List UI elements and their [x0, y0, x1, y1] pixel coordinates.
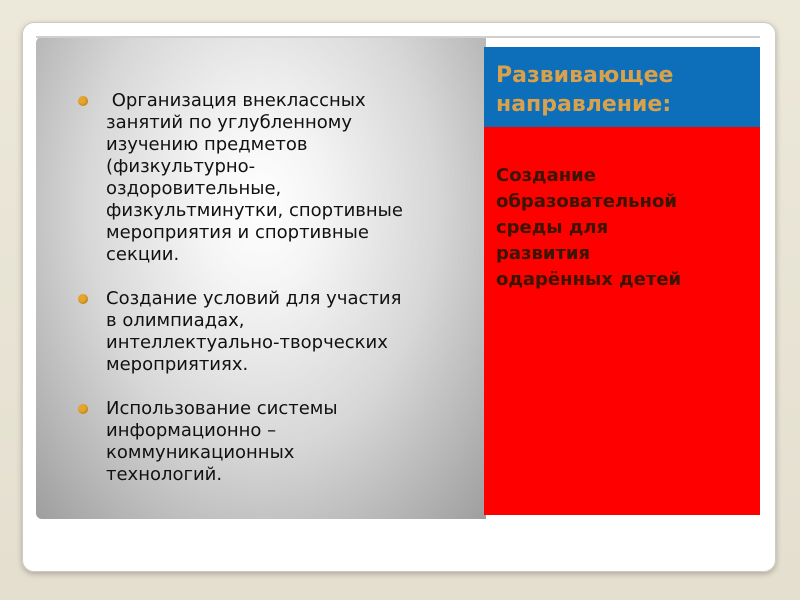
bullet-text-line: технологий. [106, 464, 223, 485]
bullet-text-line: (физкультурно- [106, 156, 256, 177]
accent-body-line: среды для [496, 217, 609, 238]
bullet-text-line: изучению предметов [106, 134, 308, 155]
bullet-text-line: секции. [106, 244, 180, 265]
bullet-text-line: Использование системы [106, 398, 338, 419]
accent-body [484, 127, 760, 515]
bullet-text-line: Организация внеклассных [106, 90, 366, 111]
panel-top-edge [36, 36, 760, 38]
accent-header-line: Развивающее [496, 63, 674, 88]
bullet-text-line: мероприятия и спортивные [106, 222, 369, 243]
bullet-text-line: в олимпиадах, [106, 310, 245, 331]
bullet-item [78, 288, 468, 376]
bullet-dot-icon [78, 404, 88, 414]
bullet-item [78, 398, 468, 486]
accent-body-line: одарённых детей [496, 269, 682, 290]
bullet-text-line: физкультминутки, спортивные [106, 200, 403, 221]
accent-body-line: образовательной [496, 191, 677, 212]
bullet-dot-icon [78, 96, 88, 106]
bullet-dot-icon [78, 294, 88, 304]
accent-body-line: развития [496, 243, 591, 264]
bullet-item [78, 90, 468, 266]
accent-column [484, 47, 760, 515]
accent-header-line: направление: [496, 92, 672, 117]
bullet-text-line: информационно – [106, 420, 277, 441]
bullet-text-line: интеллектуально-творческих [106, 332, 388, 353]
bullet-list [78, 90, 468, 508]
bullet-text-line: мероприятиях. [106, 354, 249, 375]
bullet-text-line: оздоровительные, [106, 178, 282, 199]
bullet-text-line: занятий по углубленному [106, 112, 353, 133]
accent-header [484, 47, 760, 127]
bullet-text-line: коммуникационных [106, 442, 295, 463]
accent-body-line: Создание [496, 165, 596, 186]
bullet-text-line: Создание условий для участия [106, 288, 402, 309]
